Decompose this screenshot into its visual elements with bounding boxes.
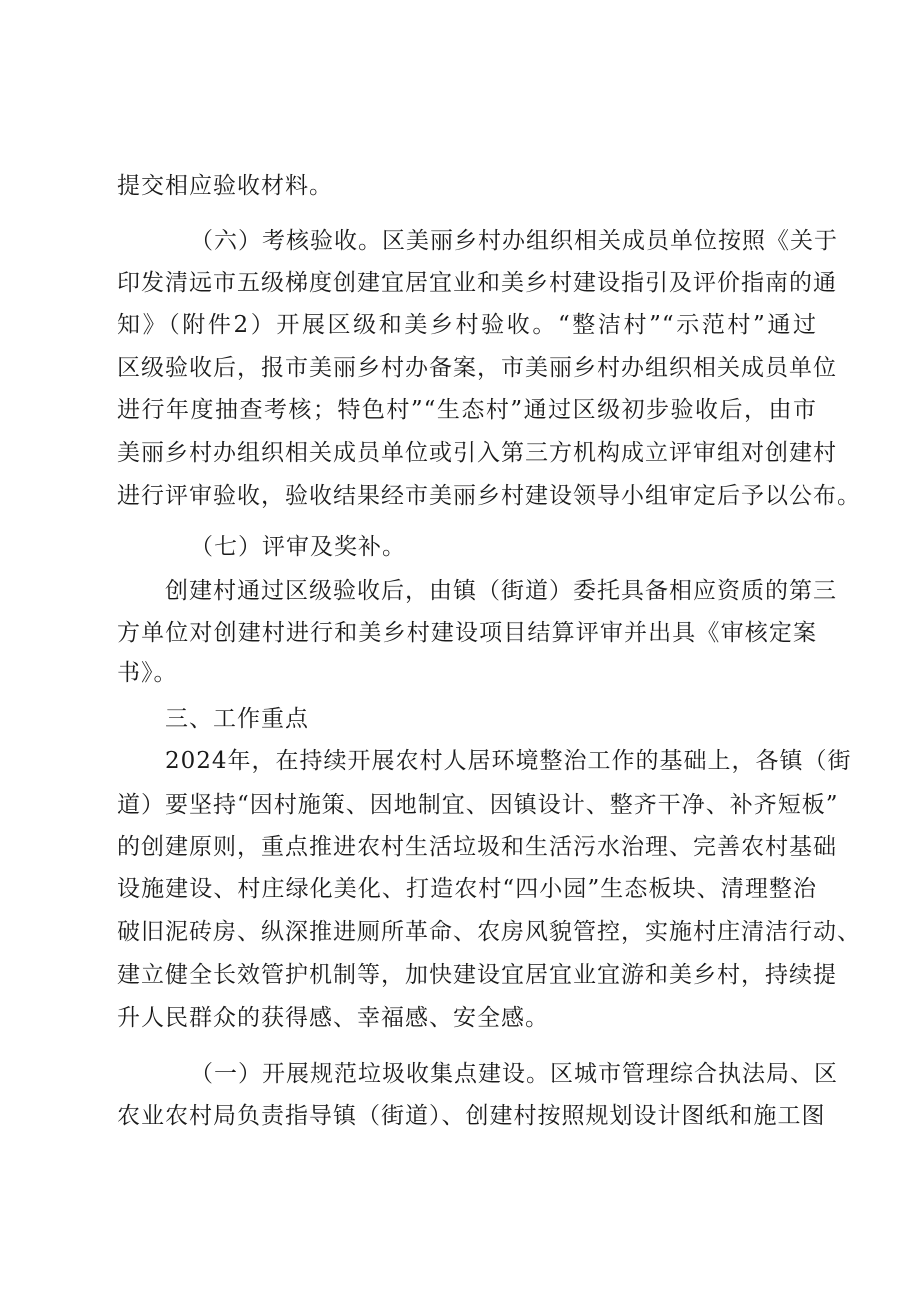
text-line: 书》。 xyxy=(117,660,178,686)
text-line: 建立健全长效管护机制等，加快建设宜居宜业宜游和美乡村，持续提 xyxy=(117,962,837,988)
text-line: 农业农村局负责指导镇（街道）、创建村按照规划设计图纸和施工图 xyxy=(117,1103,826,1129)
section-heading-3: 三、工作重点 xyxy=(165,706,309,732)
text-line: 方单位对创建村进行和美乡村建设项目结算评审并出具《审核定案 xyxy=(117,620,817,646)
text-line: 进行年度抽查考核；特色村”“生态村”通过区级初步验收后，由市 xyxy=(117,397,817,423)
text-line: 进行评审验收，验收结果经市美丽乡村建设领导小组审定后予以公布。 xyxy=(117,483,861,509)
text-line: 知》（附件2）开展区级和美乡村验收。“整洁村”“示范村”通过 xyxy=(117,312,817,338)
text-line: 设施建设、村庄绿化美化、打造农村“四小园”生态板块、清理整治 xyxy=(117,876,817,902)
text-line: 区级验收后，报市美丽乡村办备案，市美丽乡村办组织相关成员单位 xyxy=(117,355,837,381)
text-line: 印发清远市五级梯度创建宜居宜业和美乡村建设指引及评价指南的通 xyxy=(117,270,837,296)
text-line: 升人民群众的获得感、幸福感、安全感。 xyxy=(117,1005,549,1031)
text-line: 破旧泥砖房、纵深推进厕所革命、农房风貌管控，实施村庄清洁行动、 xyxy=(117,919,861,945)
text-line: 提交相应验收材料。 xyxy=(117,173,333,199)
text-line: 2024年，在持续开展农村人居环境整治工作的基础上，各镇（街 xyxy=(165,748,852,774)
section-heading-6: （六）考核验收。区美丽乡村办组织相关成员单位按照《关于 xyxy=(190,228,838,254)
text-line: 美丽乡村办组织相关成员单位或引入第三方机构成立评审组对创建村 xyxy=(117,440,837,466)
text-line: 道）要坚持“因村施策、因地制宜、因镇设计、整齐干净、补齐短板” xyxy=(117,792,839,818)
section-heading-7: （七）评审及奖补。 xyxy=(190,534,406,560)
text-line: 的创建原则，重点推进农村生活垃圾和生活污水治理、完善农村基础 xyxy=(117,834,837,860)
section-heading-1: （一）开展规范垃圾收集点建设。区城市管理综合执法局、区 xyxy=(190,1061,838,1087)
text-line: 创建村通过区级验收后，由镇（街道）委托具备相应资质的第三 xyxy=(165,578,837,604)
